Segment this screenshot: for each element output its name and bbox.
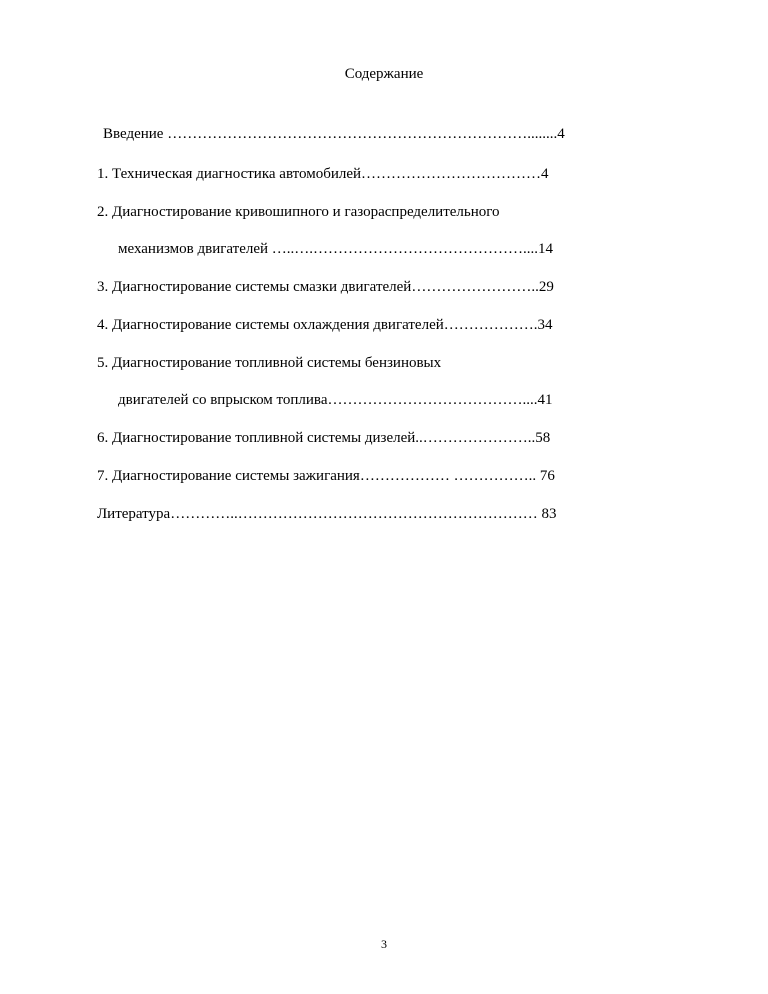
toc-entry-5-continuation: двигателей со впрыском топлива…………………………………....41 — [118, 392, 553, 408]
page-title: Содержание — [344, 66, 424, 82]
toc-entry-5: 5. Диагностирование топливной системы бензиновых — [97, 355, 442, 371]
toc-entry-1: 1. Техническая диагностика автомобилей………………………………4 — [97, 166, 549, 182]
toc-entry-2-continuation: механизмов двигателей …..….……………………………………....14 — [118, 241, 554, 257]
toc-entry-4: 4. Диагностирование системы охлаждения двигателей……………….34 — [97, 317, 553, 333]
toc-entry-3: 3. Диагностирование системы смазки двигателей……………………..29 — [97, 279, 554, 295]
toc-entry-introduction: Введение ………………………………………………………………........4 — [103, 126, 565, 142]
toc-entry-6: 6. Диагностирование топливной системы дизелей..…………………..58 — [97, 430, 551, 446]
toc-entry-literature: Литература…………..…………………………………………………… 83 — [97, 506, 557, 522]
page-number: 3 — [381, 937, 387, 951]
toc-entry-2: 2. Диагностирование кривошипного и газораспределительного — [97, 204, 500, 220]
toc-entry-7: 7. Диагностирование системы зажигания……………… …………….. 76 — [97, 468, 555, 484]
